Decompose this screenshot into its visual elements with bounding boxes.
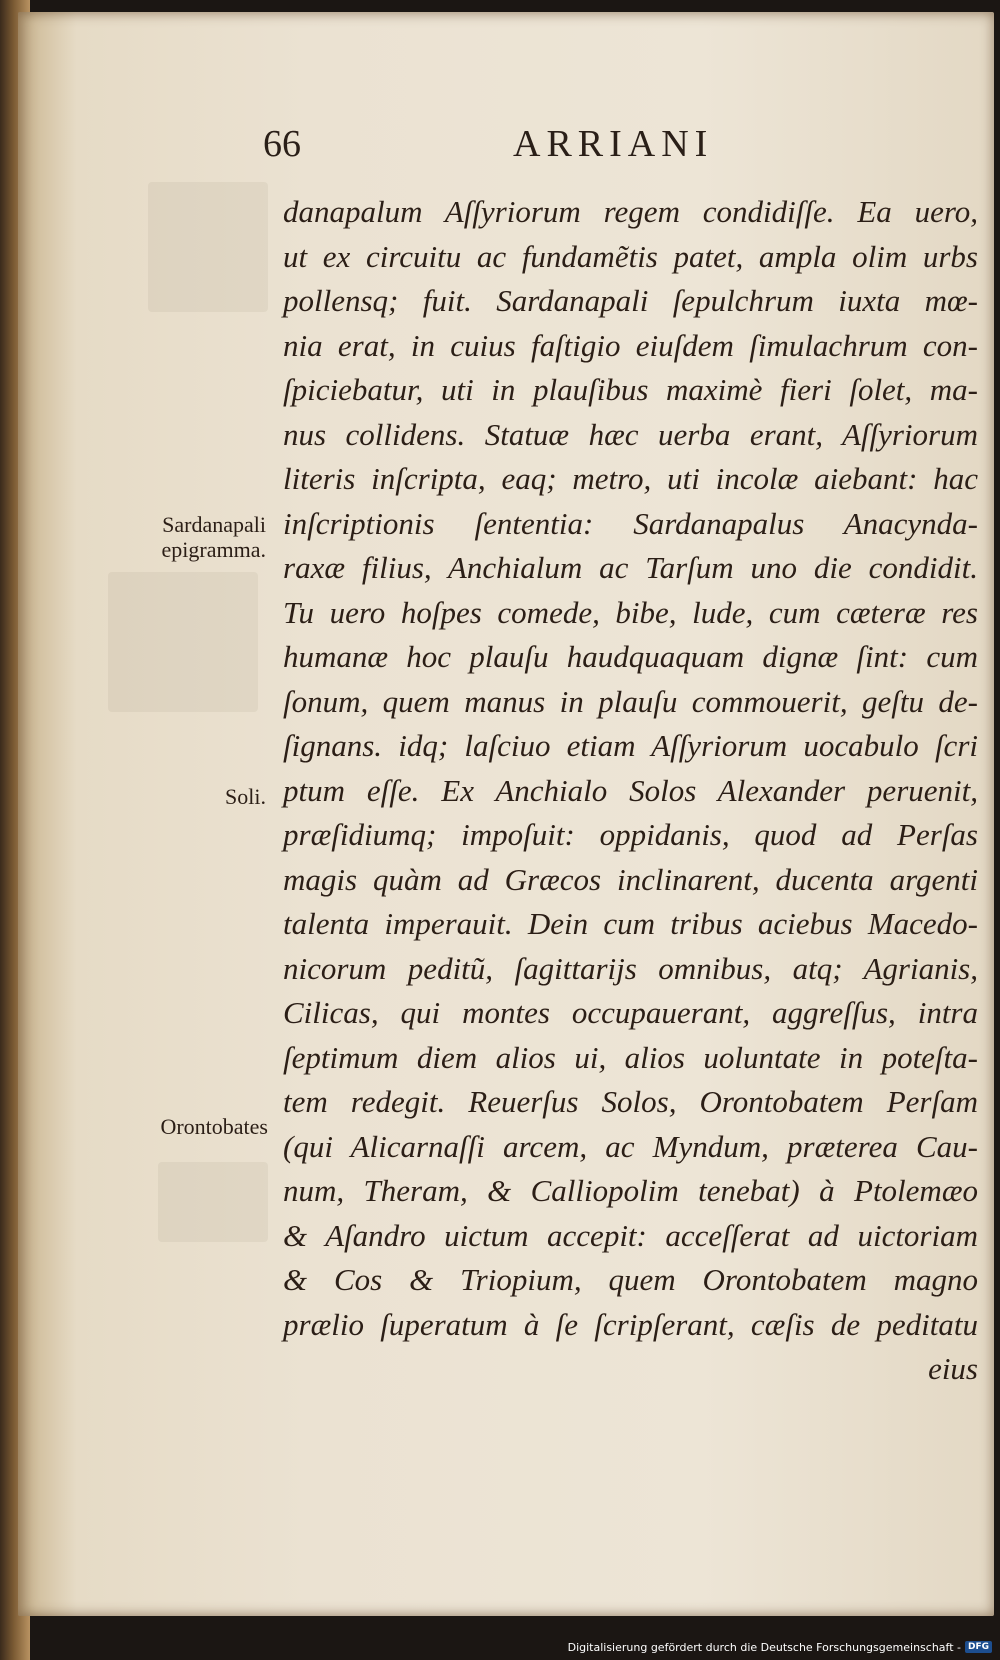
text-line: ut ex circuitu ac fundamẽtis patet, ampla olim urbs <box>283 238 978 274</box>
text-line: pollensq; fuit. Sardanapali ſepulchrum iuxta mœ- <box>283 283 978 318</box>
text-line: talenta imperauit. Dein cum tribus aciebus Macedo- <box>283 906 978 941</box>
text-line: nus collidens. Statuæ hæc uerba erant, Aſſyriorum <box>283 416 978 452</box>
marginal-note-soli: Soli. <box>225 784 266 809</box>
text-line: literis inſcripta, eaq; metro, uti incolæ aiebant: hac <box>283 461 978 496</box>
text-line: nia erat, in cuius faſtigio eiuſdem ſimulachrum con- <box>283 327 978 363</box>
text-line: prælio ſuperatum à ſe ſcripſerant, cæſis de peditatu <box>283 1306 978 1342</box>
text-line: (qui Alicarnaſſi arcem, ac Myndum, præterea Cau- <box>283 1128 978 1164</box>
text-line: Cilicas, qui montes occupauerant, aggreſſus, intra <box>283 995 978 1030</box>
text-line: Tu uero hoſpes comede, bibe, lude, cum cæteræ res <box>283 594 978 630</box>
running-title: ARRIANI <box>513 123 714 165</box>
text-line: ptum eſſe. Ex Anchialo Solos Alexander peruenit, <box>283 772 978 808</box>
main-text-block <box>283 190 978 1392</box>
text-line: magis quàm ad Græcos inclinarent, ducenta argenti <box>283 861 978 897</box>
digitization-credit <box>568 1638 992 1656</box>
text-line: num, Theram, & Calliopolim tenebat) à Ptolemæo <box>283 1173 978 1208</box>
catchword: eius <box>928 1351 978 1386</box>
text-line: danapalum Aſſyriorum regem condidiſſe. Ea uero, <box>283 194 978 229</box>
show-through-smudge <box>108 572 258 712</box>
show-through-smudge <box>148 182 268 312</box>
page-number: 66 <box>263 123 301 165</box>
text-line: & Cos & Triopium, quem Orontobatem magno <box>283 1262 978 1297</box>
text-line: & Aſandro uictum accepit: acceſſerat ad uictoriam <box>283 1217 978 1253</box>
text-line: nicorum peditũ, ſagittarijs omnibus, atq; Agrianis, <box>283 950 978 986</box>
marginal-note-line: Sardanapali <box>162 512 266 537</box>
dfg-logo: DFG <box>965 1641 992 1653</box>
credit-text: Digitalisierung gefördert durch die Deutsche Forschungsgemeinschaft - <box>567 1640 961 1654</box>
text-line: tem redegit. Reuerſus Solos, Orontobatem Perſam <box>283 1084 978 1119</box>
page-header <box>18 122 994 172</box>
text-line: ſignans. idq; laſciuo etiam Aſſyriorum uocabulo ſcri <box>283 728 978 763</box>
marginal-note-sardanapali <box>118 512 266 562</box>
marginal-note-line: epigramma. <box>161 537 266 562</box>
text-line: humanæ hoc plauſu haudquaquam dignæ ſint: cum <box>283 639 978 674</box>
show-through-smudge <box>158 1162 268 1242</box>
text-line: præſidiumq; impoſuit: oppidanis, quod ad Perſas <box>283 817 978 852</box>
marginal-note-orontobates: Orontobates <box>160 1114 268 1139</box>
text-line: inſcriptionis ſententia: Sardanapalus Anacynda- <box>283 505 978 541</box>
text-line: ſeptimum diem alios ui, alios uoluntate in poteſta- <box>283 1039 978 1075</box>
text-line: raxæ filius, Anchialum ac Tarſum uno die condidit. <box>283 550 978 585</box>
text-line: ſpiciebatur, uti in plauſibus maximè fieri ſolet, ma- <box>283 372 978 407</box>
book-page <box>18 12 994 1616</box>
text-line: ſonum, quem manus in plauſu commouerit, geſtu de- <box>283 683 978 719</box>
